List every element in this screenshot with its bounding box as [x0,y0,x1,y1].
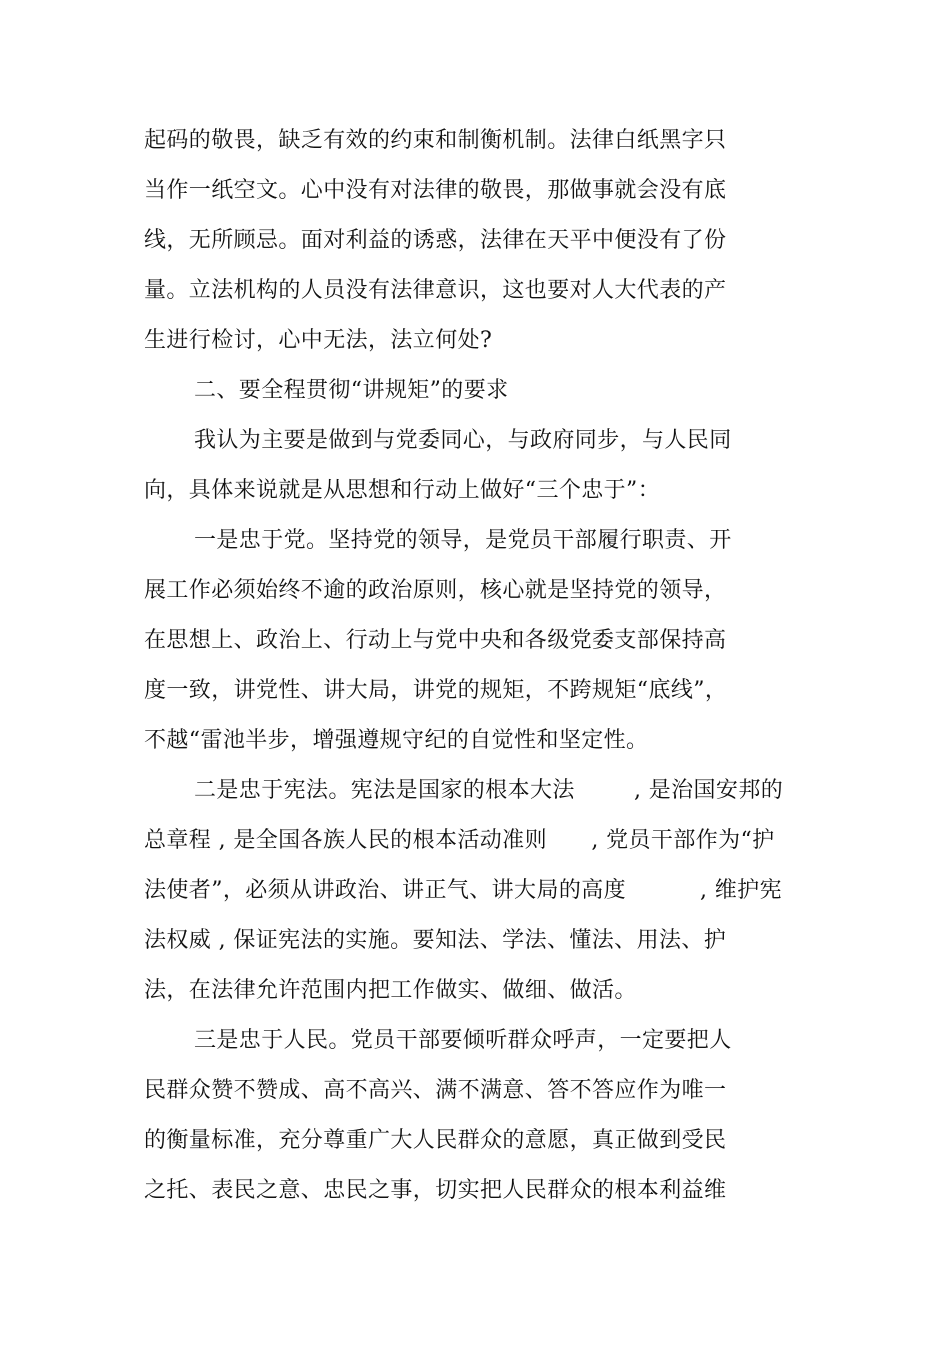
text-line: 的衡量标准，充分尊重广大人民群众的意愿，真正做到受民 [144,1128,727,1153]
text-line: 向，具体来说就是从思想和行动上做好“三个忠于”： [144,478,661,503]
text-line: 量。立法机构的人员没有法律意识，这也要对人大代表的产 [144,278,727,303]
text-line: 一是忠于党。坚持党的领导，是党员干部履行职责、开 [194,528,732,553]
text-line: 度一致，讲党性、讲大局，讲党的规矩，不跨规矩“底线”， [144,678,728,703]
text-line: 法权威 , 保证宪法的实施。要知法、学法、懂法、用法、护 [144,928,727,953]
text-line: 当作一纸空文。心中没有对法律的敬畏，那做事就会没有底 [144,178,727,203]
text-line: 不越“雷池半步，增强遵规守纪的自觉性和坚定性。 [144,728,649,753]
text-line: 二是忠于宪法。宪法是国家的根本大法 , 是治国安邦的 [194,778,784,803]
text-line: 起码的敬畏，缺乏有效的约束和制衡机制。法律白纸黑字只 [144,128,727,153]
text-line: 展工作必须始终不逾的政治原则，核心就是坚持党的领导， [144,578,727,603]
text-line: 法使者”，必须从讲政治、讲正气、讲大局的高度 , 维护宪 [144,878,782,903]
text-line: 法，在法律允许范围内把工作做实、做细、做活。 [144,978,637,1003]
text-line: 之托、表民之意、忠民之事，切实把人民群众的根本利益维 [144,1178,727,1203]
text-line: 三是忠于人民。党员干部要倾听群众呼声，一定要把人 [194,1028,732,1053]
text-line: 线，无所顾忌。面对利益的诱惑，法律在天平中便没有了份 [144,228,727,253]
text-line: 总章程 , 是全国各族人民的根本活动准则 , 党员干部作为“护 [144,828,775,853]
text-line: 生进行检讨，心中无法，法立何处? [144,328,493,353]
text-line: 在思想上、政治上、行动上与党中央和各级党委支部保持高 [144,628,727,653]
text-line: 我认为主要是做到与党委同心，与政府同步，与人民同 [194,428,732,453]
text-line: 民群众赞不赞成、高不高兴、满不满意、答不答应作为唯一 [144,1078,727,1103]
section-heading: 二、要全程贯彻“讲规矩”的要求 [194,378,509,403]
